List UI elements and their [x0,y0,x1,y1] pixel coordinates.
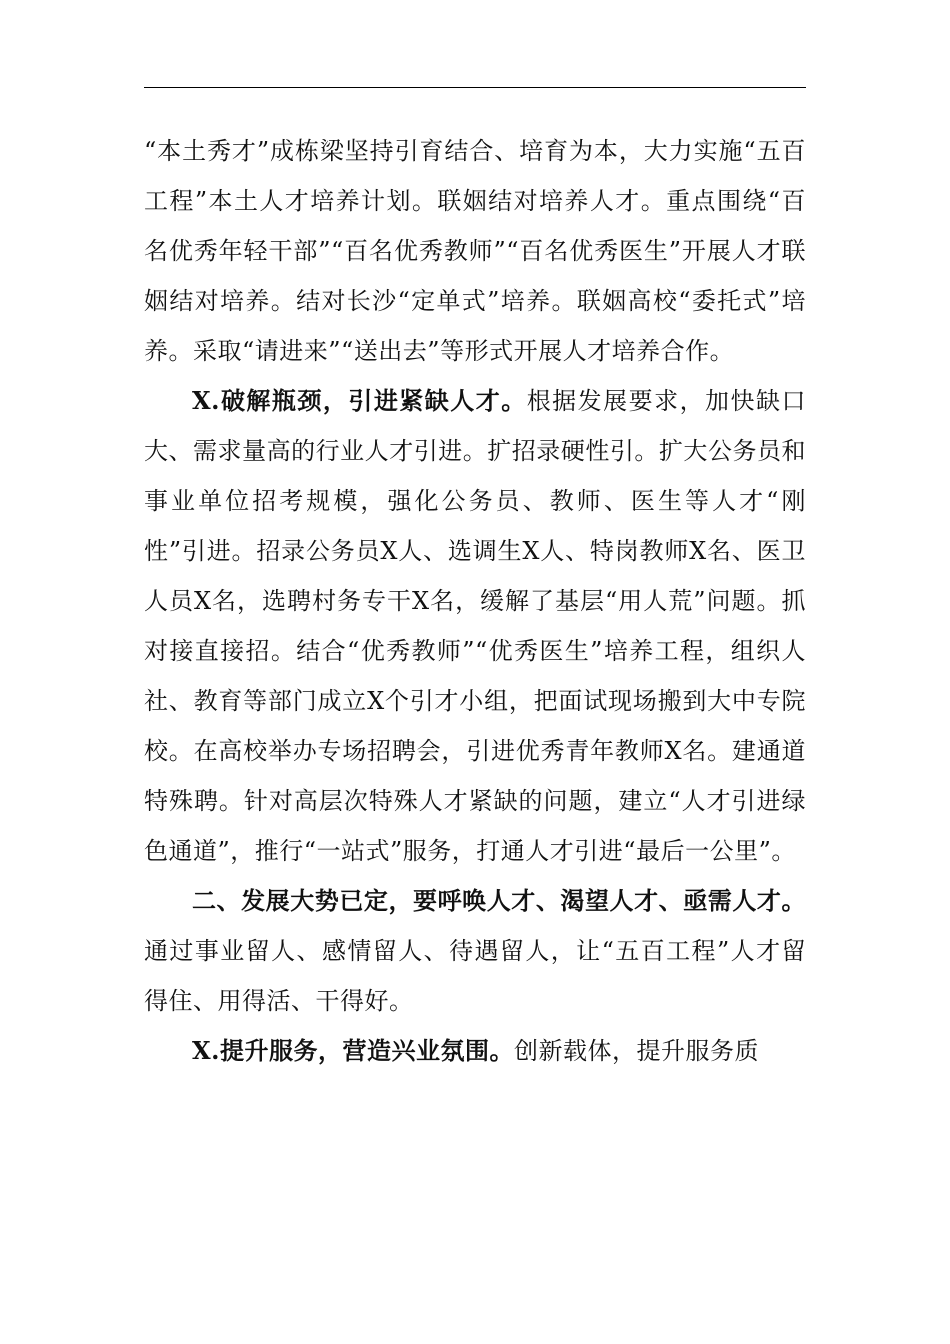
paragraph-2-heading: X.破解瓶颈，引进紧缺人才。 [192,386,527,415]
paragraph-4-heading: X.提升服务，营造兴业氛围。 [192,1036,514,1065]
paragraph-4 [144,1026,806,1076]
paragraph-3-heading: 二、发展大势已定，要呼唤人才、渴望人才、亟需人才。 [192,886,806,915]
paragraph-3-text: 通过事业留人、感情留人、待遇留人，让“五百工程”人才留得住、用得活、干得好。 [144,937,806,1015]
paragraph-2 [144,376,806,876]
paragraph-1 [144,126,806,376]
header-rule [144,87,806,88]
paragraph-1-text: “本土秀才”成栋梁坚持引育结合、培育为本，大力实施“五百工程”本土人才培养计划。联姻结对培养人才。重点围绕“百名优秀年轻干部”“百名优秀教师”“百名优秀医生”开展人才联姻结对培养。结对长沙“定单式”培养。联姻高校“委托式”培养。采取“请进来”“送出去”等形式开展人才培养合作。 [144,137,806,365]
paragraph-4-text: 创新载体，提升服务质 [513,1037,759,1065]
paragraph-3 [144,876,806,1026]
paragraph-2-text: 根据发展要求，加快缺口大、需求量高的行业人才引进。扩招录硬性引。扩大公务员和事业单位招考规模，强化公务员、教师、医生等人才“刚性”引进。招录公务员X人、选调生X人、特岗教师X名、医卫人员X名，选聘村务专干X名，缓解了基层“用人荒”问题。抓对接直接招。结合“优秀教师”“优秀医生”培养工程，组织人社、教育等部门成立X个引才小组，把面试现场搬到大中专院校。在高校举办专场招聘会，引进优秀青年教师X名。建通道特殊聘。针对高层次特殊人才紧缺的问题，建立“人才引进绿色通道”，推行“一站式”服务，打通人才引进“最后一公里”。 [144,387,806,865]
document-body [144,126,806,1076]
